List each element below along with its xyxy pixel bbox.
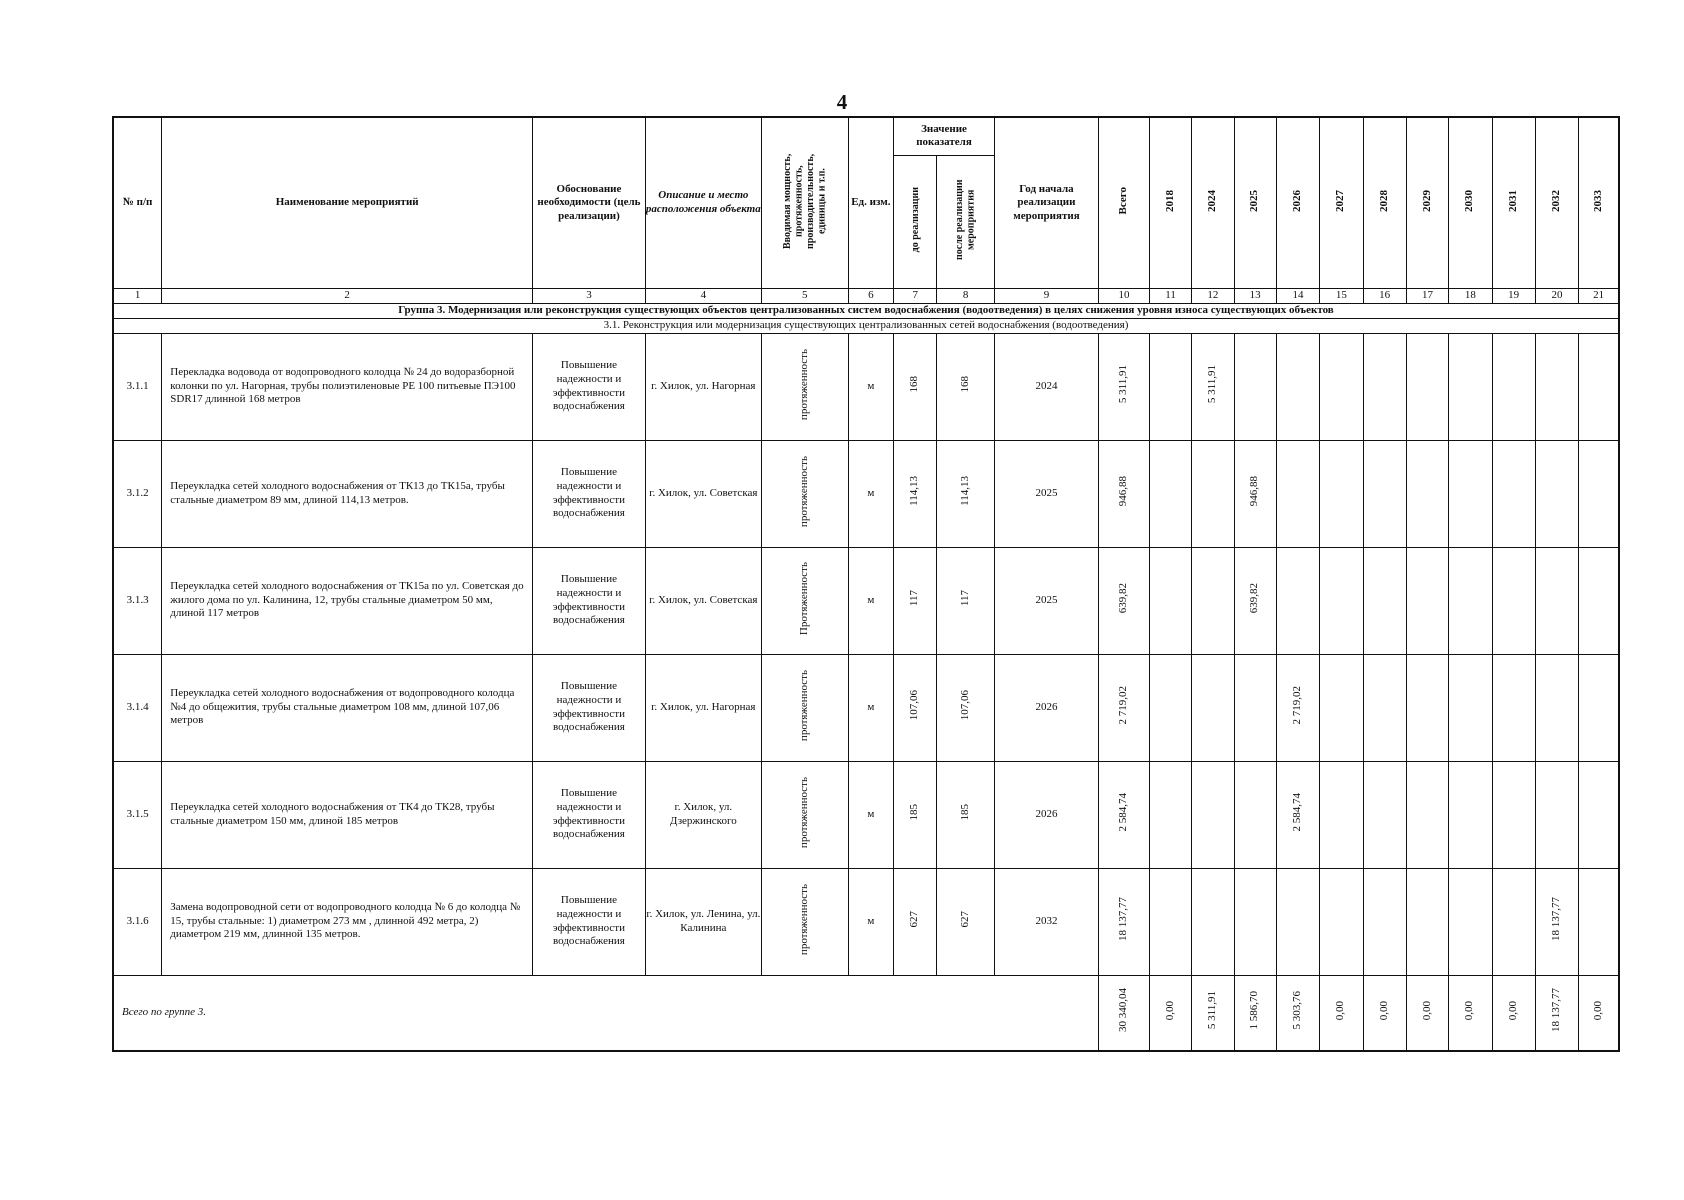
- unit: м: [848, 333, 894, 440]
- measure-name: Переукладка сетей холодного водоснабжения от водопроводного колодца №4 до общежития, трубы стальные диаметром 108 мм, длиной 107,06 метров: [162, 654, 533, 761]
- table-row: [113, 761, 1619, 868]
- capacity-text: протяженность: [797, 776, 810, 848]
- year-cost: [1363, 868, 1406, 975]
- value-before-text: 117: [908, 590, 921, 607]
- year-cost: [1149, 547, 1191, 654]
- value-after-text: 117: [958, 590, 971, 607]
- row-number: 3.1.6: [113, 868, 162, 975]
- year-cost: [1234, 547, 1276, 654]
- header-indicator-group: Значение показателя: [894, 117, 995, 155]
- column-number: 7: [894, 289, 937, 304]
- unit: м: [848, 761, 894, 868]
- group-year-total-text: 0,00: [1420, 1000, 1433, 1020]
- group-year-total-text: 0,00: [1463, 1000, 1476, 1020]
- year-cost: [1363, 333, 1406, 440]
- year-cost: [1579, 333, 1619, 440]
- total-cost-text: 946,88: [1117, 476, 1130, 507]
- header-year: 2030: [1449, 117, 1492, 289]
- column-number: 19: [1492, 289, 1535, 304]
- value-after: [937, 654, 994, 761]
- capacity-text: протяженность: [797, 455, 810, 527]
- value-after-text: 107,06: [958, 690, 971, 721]
- start-year: 2024: [994, 333, 1098, 440]
- year-cost: [1449, 761, 1492, 868]
- year-cost: [1276, 868, 1319, 975]
- group-year-total: [1192, 975, 1234, 1051]
- column-number: 17: [1406, 289, 1448, 304]
- measure-name: Перекладка водовода от водопроводного колодца № 24 до водоразборной колонки по ул. Нагорная, трубы полиэтиленовые PE 100 питьевые ПЭ100 SDR17 длинной 168 метров: [162, 333, 533, 440]
- group-year-total-text: 0,00: [1506, 1000, 1519, 1020]
- capacity-text: протяженность: [797, 883, 810, 955]
- year-cost: [1449, 547, 1492, 654]
- year-cost: [1363, 547, 1406, 654]
- year-cost: [1234, 654, 1276, 761]
- column-number: 15: [1320, 289, 1363, 304]
- measure-name: Переукладка сетей холодного водоснабжения от ТК15а по ул. Советская до жилого дома по ул. Калинина, 12, трубы стальные диаметром 50 мм, длиной 117 метров: [162, 547, 533, 654]
- group-year-total: [1234, 975, 1276, 1051]
- total-cost: [1098, 547, 1149, 654]
- header-year: 2032: [1535, 117, 1578, 289]
- header-year: 2033: [1579, 117, 1619, 289]
- value-after: [937, 868, 994, 975]
- year-cost: [1276, 440, 1319, 547]
- group-year-total-text: 5 303,76: [1291, 991, 1304, 1030]
- year-cost: [1579, 654, 1619, 761]
- value-before-text: 107,06: [908, 690, 921, 721]
- header-year: 2031: [1492, 117, 1535, 289]
- year-cost: [1492, 761, 1535, 868]
- unit: м: [848, 868, 894, 975]
- row-number: 3.1.2: [113, 440, 162, 547]
- year-cost: [1192, 761, 1234, 868]
- group-title: Группа 3. Модернизация или реконструкция существующих объектов централизованных систем водоснабжения (водоотведения) в целях снижения уровня износа существующих объектов: [113, 304, 1619, 319]
- column-number-row: [113, 289, 1619, 304]
- column-number: 18: [1449, 289, 1492, 304]
- unit: м: [848, 654, 894, 761]
- total-cost-text: 639,82: [1117, 583, 1130, 614]
- year-cost: [1234, 868, 1276, 975]
- group-year-total: [1276, 975, 1319, 1051]
- column-number: 8: [937, 289, 994, 304]
- justification: Повышение надежности и эффективности водоснабжения: [533, 654, 646, 761]
- year-cost: [1234, 440, 1276, 547]
- column-number: 11: [1149, 289, 1191, 304]
- location: г. Хилок, ул. Нагорная: [645, 333, 761, 440]
- capacity: [761, 547, 848, 654]
- value-before: [894, 868, 937, 975]
- start-year: 2026: [994, 761, 1098, 868]
- column-number: 2: [162, 289, 533, 304]
- value-after: [937, 440, 994, 547]
- year-cost: [1492, 868, 1535, 975]
- year-cost: [1149, 333, 1191, 440]
- group-year-total-text: 0,00: [1377, 1000, 1390, 1020]
- header-year: 2029: [1406, 117, 1448, 289]
- column-number: 12: [1192, 289, 1234, 304]
- year-cost: [1276, 654, 1319, 761]
- group-year-total: [1363, 975, 1406, 1051]
- group-year-total: [1406, 975, 1448, 1051]
- year-cost: [1149, 868, 1191, 975]
- value-after: [937, 761, 994, 868]
- capacity-text: протяженность: [797, 669, 810, 741]
- year-cost: [1149, 761, 1191, 868]
- group-year-total: [1320, 975, 1363, 1051]
- column-number: 13: [1234, 289, 1276, 304]
- year-cost: [1406, 868, 1448, 975]
- column-number: 4: [645, 289, 761, 304]
- total-cost: [1098, 440, 1149, 547]
- measure-name: Переукладка сетей холодного водоснабжения от ТК13 до ТК15а, трубы стальные диаметром 89 мм, длиной 114,13 метров.: [162, 440, 533, 547]
- location: г. Хилок, ул. Советская: [645, 547, 761, 654]
- year-cost: [1276, 333, 1319, 440]
- header-after: после реализации мероприятия: [937, 155, 994, 289]
- year-cost: [1234, 333, 1276, 440]
- row-number: 3.1.3: [113, 547, 162, 654]
- total-cost-text: 2 584,74: [1117, 792, 1130, 832]
- value-before: [894, 440, 937, 547]
- justification: Повышение надежности и эффективности водоснабжения: [533, 868, 646, 975]
- year-cost: [1449, 654, 1492, 761]
- unit: м: [848, 440, 894, 547]
- value-after-text: 185: [958, 803, 971, 821]
- header-num: № п/п: [113, 117, 162, 289]
- total-cost-text: 2 719,02: [1117, 685, 1130, 725]
- year-cost: [1492, 654, 1535, 761]
- column-number: 14: [1276, 289, 1319, 304]
- subgroup-row: [113, 318, 1619, 333]
- year-cost: [1406, 761, 1448, 868]
- justification: Повышение надежности и эффективности водоснабжения: [533, 440, 646, 547]
- investment-plan-table: [112, 116, 1620, 1052]
- year-cost: [1192, 547, 1234, 654]
- year-cost: [1535, 547, 1578, 654]
- capacity-text: Протяженность: [797, 561, 810, 635]
- year-cost-text: 5 311,91: [1205, 365, 1218, 404]
- subgroup-title: 3.1. Реконструкция или модернизация существующих централизованных сетей водоснабжения (водоотведения): [113, 318, 1619, 333]
- total-cost: [1098, 654, 1149, 761]
- total-cost-text: 18 137,77: [1117, 897, 1130, 942]
- row-number: 3.1.5: [113, 761, 162, 868]
- table-row: [113, 868, 1619, 975]
- row-number: 3.1.1: [113, 333, 162, 440]
- year-cost: [1406, 440, 1448, 547]
- measure-name: Замена водопроводной сети от водопроводного колодца № 6 до колодца № 15, трубы стальные: 1) диаметром 273 мм , длинной 492 метра, 2) диаметром 219 мм, длинной 135 метров.: [162, 868, 533, 975]
- year-cost: [1363, 654, 1406, 761]
- year-cost: [1276, 761, 1319, 868]
- year-cost: [1320, 868, 1363, 975]
- year-cost-text: 18 137,77: [1550, 897, 1563, 942]
- column-number: 9: [994, 289, 1098, 304]
- year-cost-text: 2 719,02: [1291, 685, 1304, 725]
- total-label: Всего по группе 3.: [113, 975, 1098, 1051]
- year-cost: [1320, 654, 1363, 761]
- location: г. Хилок, ул. Дзержинского: [645, 761, 761, 868]
- value-before-text: 168: [908, 375, 921, 393]
- header-year: 2024: [1192, 117, 1234, 289]
- value-before: [894, 333, 937, 440]
- column-number: 6: [848, 289, 894, 304]
- year-cost: [1579, 868, 1619, 975]
- total-cost-text: 5 311,91: [1117, 365, 1130, 404]
- start-year: 2032: [994, 868, 1098, 975]
- value-before: [894, 547, 937, 654]
- total-cost: [1098, 868, 1149, 975]
- year-cost: [1320, 547, 1363, 654]
- start-year: 2025: [994, 440, 1098, 547]
- value-after: [937, 547, 994, 654]
- value-before-text: 114,13: [908, 476, 921, 507]
- column-number: 20: [1535, 289, 1578, 304]
- group-year-total-text: 0,00: [1163, 1000, 1176, 1020]
- justification: Повышение надежности и эффективности водоснабжения: [533, 761, 646, 868]
- year-cost: [1492, 333, 1535, 440]
- value-after-text: 168: [958, 375, 971, 393]
- total-row: [113, 975, 1619, 1051]
- table-row: [113, 333, 1619, 440]
- group-year-total-text: 0,00: [1334, 1000, 1347, 1020]
- year-cost: [1234, 761, 1276, 868]
- start-year: 2025: [994, 547, 1098, 654]
- group-year-total: [1449, 975, 1492, 1051]
- group-year-total: [1579, 975, 1619, 1051]
- header-year: 2018: [1149, 117, 1191, 289]
- location: г. Хилок, ул. Нагорная: [645, 654, 761, 761]
- year-cost: [1535, 333, 1578, 440]
- column-number: 1: [113, 289, 162, 304]
- capacity: [761, 333, 848, 440]
- year-cost: [1406, 547, 1448, 654]
- column-number: 3: [533, 289, 646, 304]
- capacity-text: протяженность: [797, 348, 810, 420]
- value-after-text: 627: [958, 910, 971, 928]
- year-cost: [1192, 868, 1234, 975]
- table-row: [113, 440, 1619, 547]
- year-cost: [1535, 761, 1578, 868]
- start-year: 2026: [994, 654, 1098, 761]
- capacity: [761, 654, 848, 761]
- header-before: до реализации: [894, 155, 937, 289]
- header-location: Описание и место расположения объекта: [645, 117, 761, 289]
- unit: м: [848, 547, 894, 654]
- year-cost: [1276, 547, 1319, 654]
- measure-name: Переукладка сетей холодного водоснабжения от ТК4 до ТК28, трубы стальные диаметром 150 мм, длиной 185 метров: [162, 761, 533, 868]
- column-number: 16: [1363, 289, 1406, 304]
- group-year-total-text: 18 137,77: [1550, 988, 1563, 1033]
- year-cost: [1579, 547, 1619, 654]
- year-cost: [1406, 654, 1448, 761]
- total-cost: [1098, 761, 1149, 868]
- year-cost: [1535, 440, 1578, 547]
- year-cost: [1449, 333, 1492, 440]
- location: г. Хилок, ул. Ленина, ул. Калинина: [645, 868, 761, 975]
- header-justification: Обоснование необходимости (цель реализации): [533, 117, 646, 289]
- column-number: 10: [1098, 289, 1149, 304]
- page-number: 4: [836, 90, 848, 114]
- group-year-total-text: 0,00: [1591, 1000, 1604, 1020]
- header-name: Наименование мероприятий: [162, 117, 533, 289]
- header-year: 2027: [1320, 117, 1363, 289]
- year-cost: [1535, 654, 1578, 761]
- group-year-total: [1492, 975, 1535, 1051]
- year-cost: [1579, 761, 1619, 868]
- value-before: [894, 761, 937, 868]
- group-total: [1098, 975, 1149, 1051]
- year-cost: [1192, 333, 1234, 440]
- capacity: [761, 868, 848, 975]
- year-cost: [1320, 440, 1363, 547]
- header-unit: Ед. изм.: [848, 117, 894, 289]
- year-cost-text: 946,88: [1248, 476, 1261, 507]
- value-before-text: 627: [908, 910, 921, 928]
- total-cost: [1098, 333, 1149, 440]
- year-cost: [1449, 440, 1492, 547]
- year-cost: [1149, 440, 1191, 547]
- header-year: 2026: [1276, 117, 1319, 289]
- group-year-total: [1535, 975, 1578, 1051]
- year-cost: [1320, 761, 1363, 868]
- location: г. Хилок, ул. Советская: [645, 440, 761, 547]
- justification: Повышение надежности и эффективности водоснабжения: [533, 547, 646, 654]
- year-cost: [1192, 440, 1234, 547]
- value-after-text: 114,13: [958, 476, 971, 507]
- table-row: [113, 547, 1619, 654]
- group-year-total: [1149, 975, 1191, 1051]
- value-before: [894, 654, 937, 761]
- table-body: [113, 333, 1619, 1051]
- header-year: 2028: [1363, 117, 1406, 289]
- header-total: Всего: [1098, 117, 1149, 289]
- value-before-text: 185: [908, 803, 921, 821]
- justification: Повышение надежности и эффективности водоснабжения: [533, 333, 646, 440]
- header-start-year: Год начала реализации мероприятия: [994, 117, 1098, 289]
- year-cost: [1192, 654, 1234, 761]
- header-year: 2025: [1234, 117, 1276, 289]
- column-number: 21: [1579, 289, 1619, 304]
- group-total-text: 30 340,04: [1117, 988, 1130, 1033]
- group-row: [113, 304, 1619, 319]
- year-cost: [1492, 440, 1535, 547]
- year-cost: [1149, 654, 1191, 761]
- capacity: [761, 761, 848, 868]
- year-cost: [1363, 761, 1406, 868]
- year-cost: [1492, 547, 1535, 654]
- year-cost: [1363, 440, 1406, 547]
- header-capacity: Вводимая мощность, протяженность, производительность, единицы и т.п.: [761, 117, 848, 289]
- value-after: [937, 333, 994, 440]
- column-number: 5: [761, 289, 848, 304]
- year-cost: [1320, 333, 1363, 440]
- capacity: [761, 440, 848, 547]
- group-year-total-text: 1 586,70: [1248, 991, 1261, 1030]
- year-cost: [1535, 868, 1578, 975]
- table-row: [113, 654, 1619, 761]
- year-cost: [1449, 868, 1492, 975]
- year-cost: [1406, 333, 1448, 440]
- year-cost-text: 639,82: [1248, 583, 1261, 614]
- group-year-total-text: 5 311,91: [1205, 991, 1218, 1030]
- year-cost: [1579, 440, 1619, 547]
- year-cost-text: 2 584,74: [1291, 792, 1304, 832]
- row-number: 3.1.4: [113, 654, 162, 761]
